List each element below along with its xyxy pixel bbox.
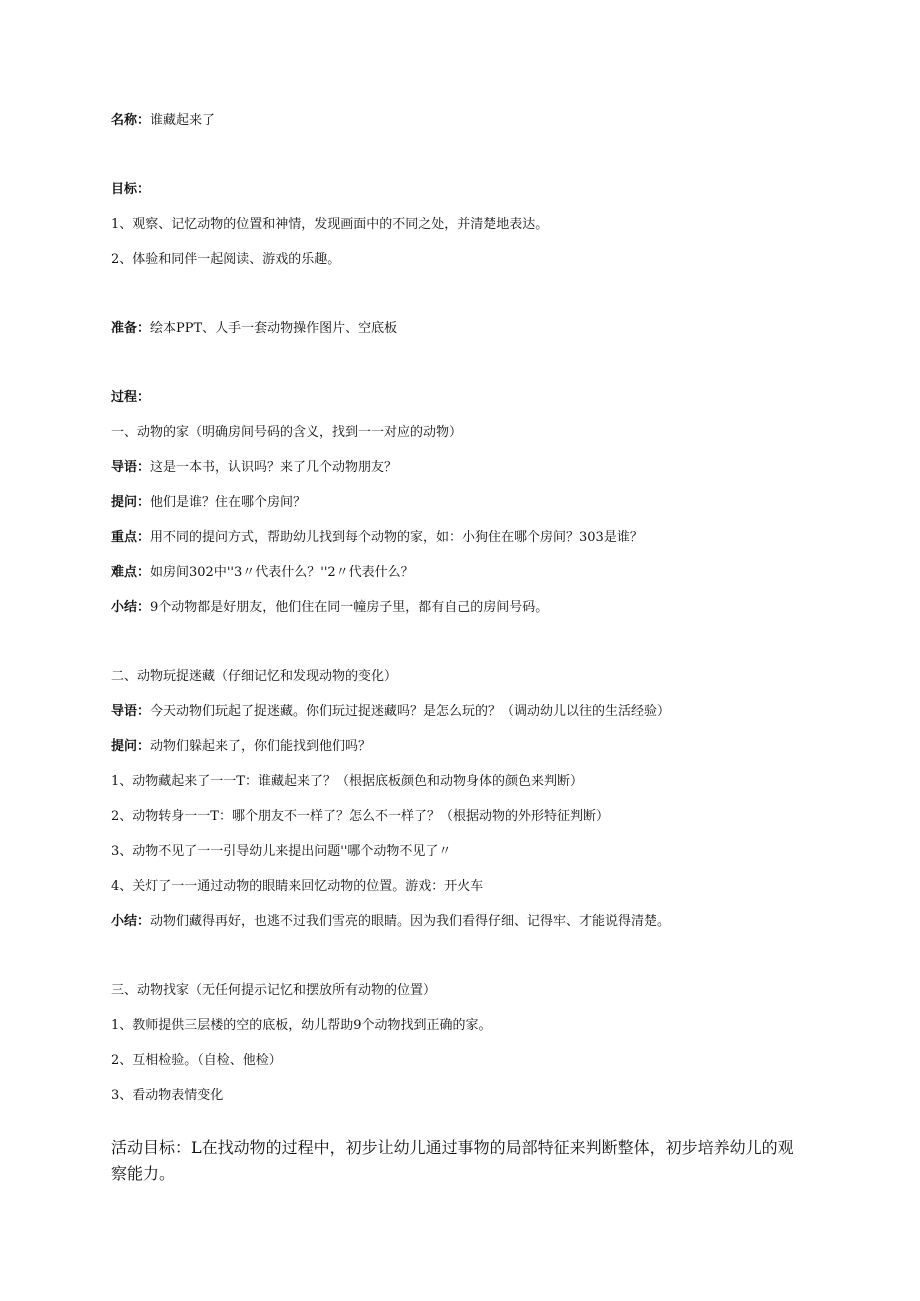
section-1-summary xyxy=(111,599,548,617)
prep-line xyxy=(111,320,397,338)
section-1-ask-text: 他们是谁？住在哪个房间？ xyxy=(150,495,307,510)
goal-item-2: 2、体验和同伴一起阅读、游戏的乐趣。 xyxy=(111,252,341,267)
section-3-item-1: 1、教师提供三层楼的空的底板，幼儿帮助9个动物找到正确的家。 xyxy=(111,1018,492,1033)
section-1-key xyxy=(111,529,643,547)
section-2-summary-text: 动物们藏得再好，也逃不过我们雪亮的眼睛。因为我们看得仔细、记得牢、才能说得清楚。 xyxy=(150,914,671,929)
section-1-difficulty-label: 难点： xyxy=(111,565,151,580)
prep-value: 绘本PPT、人手一套动物操作图片、空底板 xyxy=(150,321,398,336)
section-1-difficulty xyxy=(111,564,414,582)
section-1-difficulty-text: 如房间302中''3〃代表什么？''2〃代表什么？ xyxy=(150,565,414,580)
goal-label: 目标： xyxy=(111,182,151,197)
section-1-key-text: 用不同的提问方式，帮助幼儿找到每个动物的家，如：小狗住在哪个房间？303是谁？ xyxy=(150,530,643,545)
section-2-intro xyxy=(111,703,670,721)
section-2-item-2: 2、动物转身一一T：哪个朋友不一样了？怎么不一样了？（根据动物的外形特征判断） xyxy=(111,809,609,824)
name-line xyxy=(111,112,215,130)
section-1-ask-label: 提问： xyxy=(111,495,151,510)
section-2-heading: 二、动物玩捉迷藏（仔细记忆和发现动物的变化） xyxy=(111,669,398,684)
section-3-item-3: 3、看动物表情变化 xyxy=(111,1088,224,1103)
section-1-key-label: 重点： xyxy=(111,530,151,545)
section-1-ask xyxy=(111,494,306,512)
section-1-heading: 一、动物的家（明确房间号码的含义，找到一一对应的动物） xyxy=(111,425,463,440)
section-2-ask xyxy=(111,738,371,756)
section-2-item-3: 3、动物不见了一一引导幼儿来提出问题''哪个动物不见了〃 xyxy=(111,844,452,859)
section-2-summary-label: 小结： xyxy=(111,914,151,929)
section-1-intro-text: 这是一本书，认识吗？来了几个动物朋友？ xyxy=(150,460,398,475)
section-2-summary xyxy=(111,913,670,931)
goal-item-1: 1、观察、记忆动物的位置和神情，发现画面中的不同之处，并清楚地表达。 xyxy=(111,217,549,232)
section-1-intro-label: 导语： xyxy=(111,460,151,475)
goal-heading xyxy=(111,181,150,199)
name-value: 谁藏起来了 xyxy=(150,113,216,128)
activity-goal-paragraph: 活动目标：L在找动物的过程中，初步让幼儿通过事物的局部特征来判断整体，初步培养幼儿的观察能力。 xyxy=(111,1138,794,1183)
prep-label: 准备： xyxy=(111,321,151,336)
process-heading xyxy=(111,389,150,407)
section-1-summary-label: 小结： xyxy=(111,600,151,615)
process-label: 过程： xyxy=(111,390,151,405)
section-2-intro-label: 导语： xyxy=(111,704,151,719)
name-label: 名称： xyxy=(111,113,151,128)
section-2-item-1: 1、动物藏起来了一一T：谁藏起来了？（根据底板颜色和动物身体的颜色来判断） xyxy=(111,774,583,789)
section-2-intro-text: 今天动物们玩起了捉迷藏。你们玩过捉迷藏吗？是怎么玩的？（调动幼儿以往的生活经验） xyxy=(150,704,671,719)
section-2-item-4: 4、关灯了一一通过动物的眼睛来回忆动物的位置。游戏：开火车 xyxy=(111,879,484,894)
section-1-intro xyxy=(111,459,397,477)
section-3-heading: 三、动物找家（无任何提示记忆和摆放所有动物的位置） xyxy=(111,983,437,998)
section-2-ask-label: 提问： xyxy=(111,739,151,754)
section-2-ask-text: 动物们躲起来了，你们能找到他们吗？ xyxy=(150,739,372,754)
section-1-summary-text: 9个动物都是好朋友，他们住在同一幢房子里，都有自己的房间号码。 xyxy=(150,600,549,615)
section-3-item-2: 2、互相检验。（自检、他检） xyxy=(111,1053,282,1068)
